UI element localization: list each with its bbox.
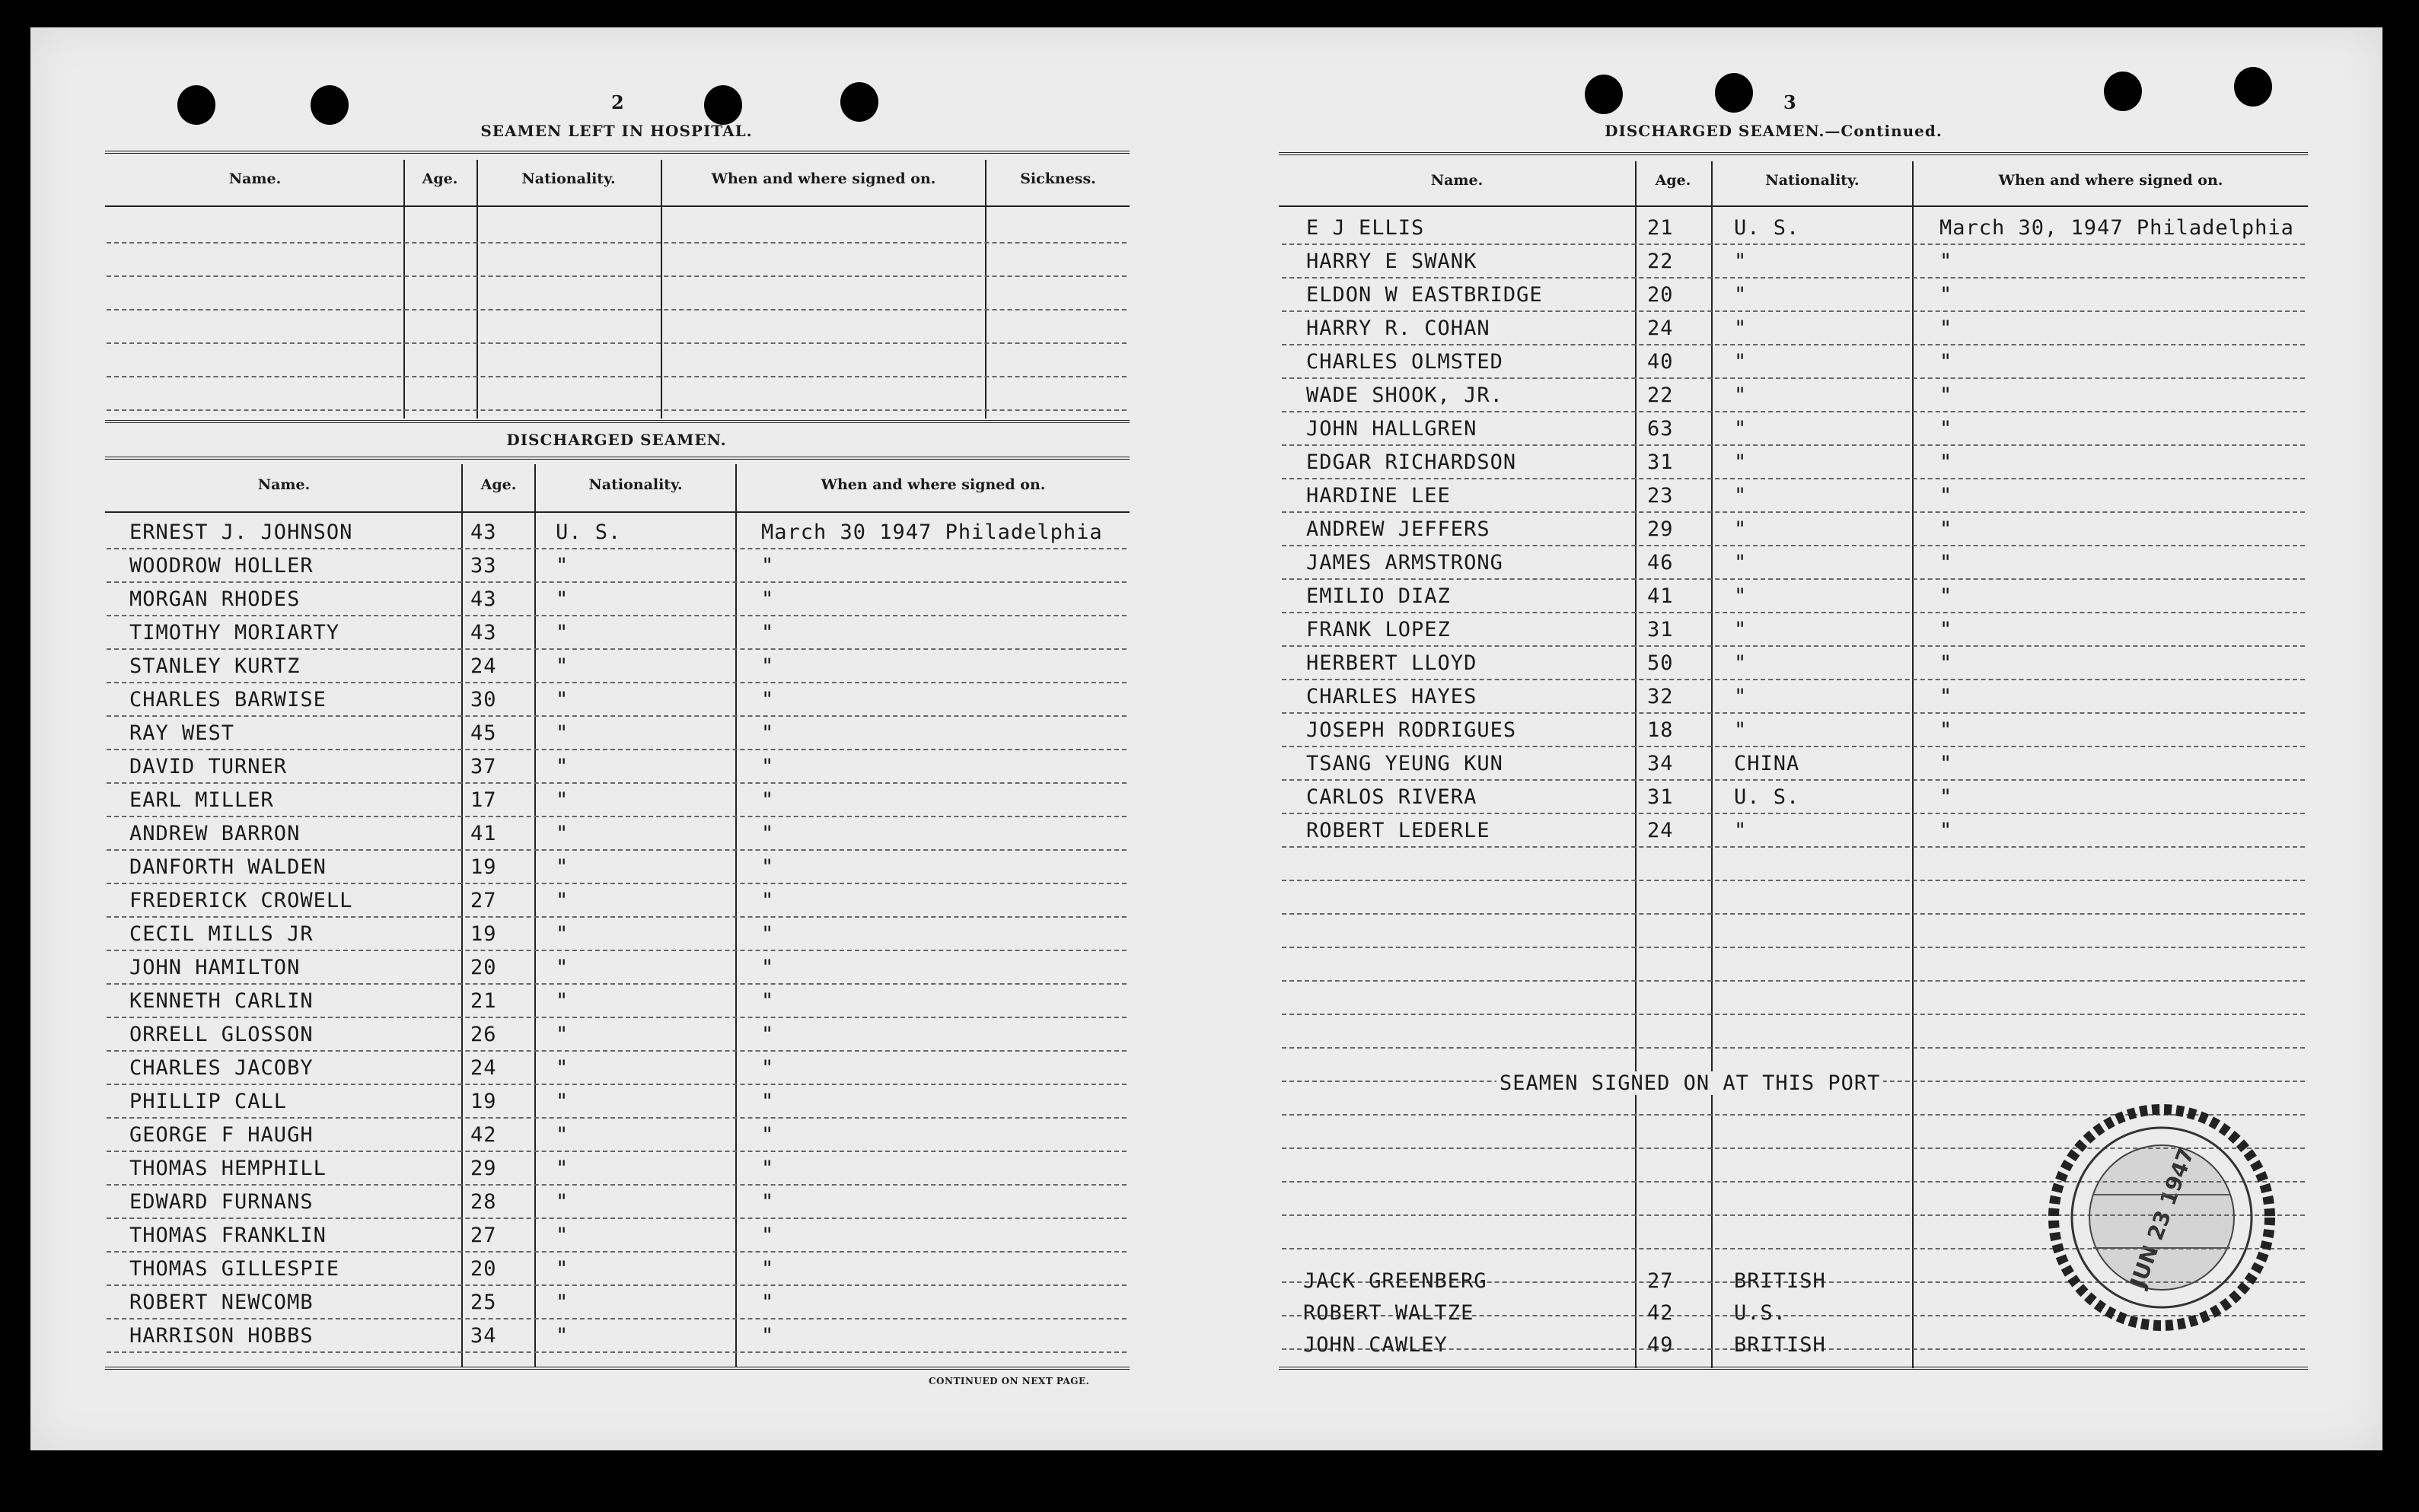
ruled-line	[107, 1050, 1127, 1052]
seaman-age: 43	[470, 520, 497, 544]
seaman-nationality: "	[556, 1324, 569, 1348]
punch-hole	[704, 85, 742, 125]
seaman-name: ROBERT NEWCOMB	[129, 1291, 314, 1314]
ruled-line	[107, 749, 1127, 750]
document-sheet	[30, 27, 2382, 1450]
seaman-nationality: "	[556, 1291, 569, 1314]
seaman-age: 24	[1647, 317, 1674, 340]
seaman-age: 21	[1647, 216, 1674, 240]
seaman-age: 27	[470, 889, 497, 912]
seaman-nationality: "	[1734, 450, 1748, 474]
page-number-right: 3	[1783, 91, 1796, 113]
seaman-age: 17	[470, 788, 497, 812]
seaman-signed-on: "	[761, 956, 775, 979]
seaman-age: 20	[470, 1257, 497, 1281]
hospital-header-age: Age.	[422, 170, 458, 187]
ruled-line	[107, 782, 1127, 784]
ruled-line	[1282, 746, 2305, 747]
seaman-age: 32	[1647, 685, 1674, 708]
ruled-line	[107, 849, 1127, 851]
seaman-age: 45	[470, 721, 497, 745]
ruled-line	[1282, 411, 2305, 412]
seaman-name: PHILLIP CALL	[129, 1090, 288, 1113]
seaman-signed-on: "	[1939, 384, 1953, 407]
ruled-line	[107, 1017, 1127, 1018]
seaman-signed-on: "	[761, 1224, 775, 1247]
page-number-left: 2	[611, 91, 624, 113]
seaman-age: 19	[470, 922, 497, 946]
seaman-name: CHARLES JACOBY	[129, 1056, 314, 1080]
seaman-signed-on: "	[761, 1157, 775, 1180]
signed-on-age: 42	[1647, 1301, 1674, 1325]
ruled-line	[1282, 612, 2305, 613]
seaman-nationality: U. S.	[556, 520, 622, 544]
seaman-age: 24	[470, 654, 497, 678]
seaman-age: 26	[470, 1023, 497, 1046]
seaman-name: HARRY R. COHAN	[1306, 317, 1490, 340]
seaman-age: 22	[1647, 384, 1674, 407]
seaman-nationality: CHINA	[1734, 752, 1800, 775]
seaman-nationality: "	[556, 654, 569, 678]
ruled-line	[107, 1117, 1127, 1119]
seaman-name: TSANG YEUNG KUN	[1306, 752, 1503, 775]
table-rule	[1279, 205, 2308, 207]
seaman-nationality: "	[556, 688, 569, 711]
ruled-line	[107, 342, 1127, 344]
stamp-date: JUN 23 1947	[2124, 1144, 2199, 1291]
seaman-name: THOMAS GILLESPIE	[129, 1257, 340, 1281]
continued-note: CONTINUED ON NEXT PAGE.	[929, 1376, 1090, 1386]
seaman-age: 31	[1647, 450, 1674, 474]
seaman-name: ROBERT LEDERLE	[1306, 819, 1490, 842]
seaman-age: 25	[470, 1291, 497, 1314]
seaman-name: WADE SHOOK, JR.	[1306, 384, 1503, 407]
ruled-line	[107, 409, 1127, 411]
seaman-name: EDWARD FURNANS	[129, 1190, 314, 1214]
seaman-name: WOODROW HOLLER	[129, 554, 314, 578]
seaman-nationality: "	[1734, 584, 1748, 608]
seaman-name: E J ELLIS	[1306, 216, 1425, 240]
seaman-age: 40	[1647, 350, 1674, 374]
punch-hole	[1715, 73, 1753, 113]
seaman-age: 46	[1647, 551, 1674, 575]
ruled-line	[107, 883, 1127, 884]
seaman-age: 28	[470, 1190, 497, 1214]
seaman-age: 43	[470, 587, 497, 611]
seaman-nationality: "	[556, 721, 569, 745]
seaman-signed-on: "	[1939, 685, 1953, 708]
seaman-name: MORGAN RHODES	[129, 587, 301, 611]
seaman-age: 37	[470, 755, 497, 778]
ruled-line	[1282, 645, 2305, 647]
seaman-name: THOMAS FRANKLIN	[129, 1224, 327, 1247]
ruled-line	[1282, 779, 2305, 781]
table-rule	[1279, 152, 2308, 155]
seaman-nationality: "	[556, 956, 569, 979]
column-divider	[461, 464, 463, 1367]
column-divider	[1635, 161, 1637, 1368]
seaman-signed-on: March 30 1947 Philadelphia	[761, 520, 1103, 544]
seaman-nationality: U. S.	[1734, 216, 1800, 240]
seaman-age: 29	[470, 1157, 497, 1180]
seaman-nationality: "	[556, 1023, 569, 1046]
ruled-line	[107, 1151, 1127, 1152]
seaman-signed-on: "	[761, 1023, 775, 1046]
column-divider	[1711, 161, 1713, 1368]
ruled-line	[1282, 679, 2305, 680]
discharged-continued-title: DISCHARGED SEAMEN.—Continued.	[1605, 122, 1943, 140]
table-rule	[105, 1367, 1130, 1370]
seaman-nationality: "	[1734, 685, 1748, 708]
ruled-line	[1282, 913, 2305, 915]
seaman-age: 31	[1647, 618, 1674, 641]
table-rule	[105, 151, 1130, 154]
seaman-age: 19	[470, 855, 497, 879]
seaman-nationality: "	[556, 922, 569, 946]
seaman-signed-on: "	[1939, 350, 1953, 374]
seaman-age: 23	[1647, 484, 1674, 508]
seaman-signed-on: "	[1939, 484, 1953, 508]
signed-on-name: JOHN CAWLEY	[1303, 1333, 1448, 1357]
seaman-nationality: U. S.	[1734, 785, 1800, 809]
ruled-line	[107, 275, 1127, 277]
discharged-section-title: DISCHARGED SEAMEN.	[506, 431, 727, 449]
seaman-signed-on: "	[761, 554, 775, 578]
table-rule	[105, 205, 1130, 207]
table-rule	[105, 511, 1130, 513]
column-divider	[534, 464, 536, 1367]
ruled-line	[107, 242, 1127, 244]
seaman-name: STANLEY KURTZ	[129, 654, 301, 678]
seaman-age: 22	[1647, 250, 1674, 273]
seaman-name: JOHN HAMILTON	[129, 956, 301, 979]
seaman-age: 18	[1647, 718, 1674, 742]
seaman-signed-on: "	[761, 1257, 775, 1281]
ruled-line	[1282, 880, 2305, 881]
seaman-name: HARRISON HOBBS	[129, 1324, 314, 1348]
seaman-age: 43	[470, 621, 497, 645]
punch-hole	[840, 82, 878, 122]
ruled-line	[1282, 980, 2305, 982]
seaman-age: 34	[470, 1324, 497, 1348]
seaman-signed-on: "	[1939, 752, 1953, 775]
seaman-name: JOSEPH RODRIGUES	[1306, 718, 1517, 742]
seaman-age: 41	[470, 822, 497, 845]
seaman-signed-on: "	[761, 755, 775, 778]
seaman-nationality: "	[556, 1123, 569, 1147]
ruled-line	[1282, 444, 2305, 446]
seaman-signed-on: "	[761, 822, 775, 845]
ruled-line	[1282, 344, 2305, 345]
seaman-name: FRANK LOPEZ	[1306, 618, 1451, 641]
seaman-signed-on: "	[761, 1324, 775, 1348]
seaman-name: ELDON W EASTBRIDGE	[1306, 283, 1543, 307]
punch-hole	[311, 85, 349, 125]
seaman-signed-on: "	[1939, 551, 1953, 575]
seaman-age: 24	[1647, 819, 1674, 842]
seaman-nationality: "	[1734, 250, 1748, 273]
right-header-nationality: Nationality.	[1765, 172, 1860, 189]
seaman-nationality: "	[1734, 718, 1748, 742]
seaman-signed-on: "	[761, 1056, 775, 1080]
punch-hole	[177, 85, 215, 125]
right-header-name: Name.	[1430, 172, 1484, 189]
seaman-nationality: "	[1734, 484, 1748, 508]
ruled-line	[107, 1284, 1127, 1286]
seaman-signed-on: "	[761, 1190, 775, 1214]
seaman-age: 50	[1647, 651, 1674, 675]
seaman-signed-on: "	[1939, 718, 1953, 742]
seaman-name: ERNEST J. JOHNSON	[129, 520, 353, 544]
seaman-signed-on: "	[761, 1123, 775, 1147]
ruled-line	[1282, 1047, 2305, 1049]
seaman-age: 20	[470, 956, 497, 979]
seaman-nationality: "	[1734, 417, 1748, 441]
punch-hole	[1585, 75, 1623, 114]
ruled-line	[107, 682, 1127, 683]
hospital-header-name: Name.	[228, 170, 282, 187]
seaman-name: EDGAR RICHARDSON	[1306, 450, 1517, 474]
seaman-signed-on: "	[1939, 651, 1953, 675]
seaman-name: EMILIO DIAZ	[1306, 584, 1451, 608]
signed-on-nationality: BRITISH	[1734, 1269, 1826, 1293]
seaman-signed-on: "	[761, 855, 775, 879]
seaman-name: DAVID TURNER	[129, 755, 288, 778]
ruled-line	[107, 376, 1127, 377]
column-divider	[661, 160, 662, 419]
seaman-signed-on: "	[1939, 584, 1953, 608]
seaman-nationality: "	[1734, 317, 1748, 340]
seaman-age: 19	[470, 1090, 497, 1113]
seaman-signed-on: "	[1939, 785, 1953, 809]
ruled-line	[1282, 545, 2305, 546]
seaman-nationality: "	[556, 822, 569, 845]
seaman-name: HARDINE LEE	[1306, 484, 1451, 508]
signed-on-section-title: SEAMEN SIGNED ON AT THIS PORT	[1496, 1071, 1883, 1095]
seaman-nationality: "	[556, 855, 569, 879]
ruled-line	[107, 581, 1127, 583]
seaman-nationality: "	[556, 554, 569, 578]
right-header-age: Age.	[1655, 172, 1691, 189]
ruled-line	[107, 983, 1127, 985]
seaman-nationality: "	[1734, 350, 1748, 374]
seaman-nationality: "	[556, 1224, 569, 1247]
signed-on-nationality: BRITISH	[1734, 1333, 1826, 1357]
seaman-name: CECIL MILLS JR	[129, 922, 314, 946]
hospital-header-sickness: Sickness.	[1020, 170, 1096, 187]
seaman-name: TIMOTHY MORIARTY	[129, 621, 340, 645]
punch-hole	[2234, 67, 2272, 107]
seaman-nationality: "	[556, 889, 569, 912]
seaman-signed-on: "	[761, 1090, 775, 1113]
signed-on-name: ROBERT WALTZE	[1303, 1301, 1474, 1325]
seaman-age: 30	[470, 688, 497, 711]
ruled-line	[107, 648, 1127, 650]
ruled-line	[107, 1351, 1127, 1353]
ruled-line	[107, 548, 1127, 549]
seaman-signed-on: "	[1939, 250, 1953, 273]
ruled-line	[107, 1184, 1127, 1186]
seaman-nationality: "	[1734, 517, 1748, 541]
discharged-header-name: Name.	[257, 476, 311, 493]
seaman-signed-on: "	[1939, 317, 1953, 340]
seaman-nationality: "	[556, 1056, 569, 1080]
customs-stamp	[2048, 1103, 2276, 1332]
seaman-nationality: "	[556, 1090, 569, 1113]
seaman-name: GEORGE F HAUGH	[129, 1123, 314, 1147]
right-header-signed-on: When and where signed on.	[1998, 172, 2223, 189]
ruled-line	[1282, 244, 2305, 245]
seaman-name: HARRY E SWANK	[1306, 250, 1477, 273]
seaman-name: JOHN HALLGREN	[1306, 417, 1477, 441]
seaman-name: CARLOS RIVERA	[1306, 785, 1477, 809]
column-divider	[1912, 161, 1914, 1368]
seaman-nationality: "	[1734, 551, 1748, 575]
seaman-nationality: "	[1734, 384, 1748, 407]
seaman-age: 20	[1647, 283, 1674, 307]
ruled-line	[107, 615, 1127, 616]
ruled-line	[107, 1251, 1127, 1253]
seaman-age: 41	[1647, 584, 1674, 608]
seaman-signed-on: "	[761, 587, 775, 611]
seaman-nationality: "	[1734, 819, 1748, 842]
seaman-signed-on: "	[761, 889, 775, 912]
seaman-age: 63	[1647, 417, 1674, 441]
ruled-line	[1282, 277, 2305, 279]
column-divider	[476, 160, 478, 419]
hospital-section-title: SEAMEN LEFT IN HOSPITAL.	[480, 122, 753, 140]
seaman-name: CHARLES OLMSTED	[1306, 350, 1503, 374]
seaman-signed-on: "	[1939, 618, 1953, 641]
signed-on-name: JACK GREENBERG	[1303, 1269, 1487, 1293]
hospital-header-nationality: Nationality.	[521, 170, 616, 187]
seaman-nationality: "	[556, 1190, 569, 1214]
seaman-signed-on: "	[1939, 417, 1953, 441]
seaman-signed-on: "	[761, 788, 775, 812]
ruled-line	[1282, 712, 2305, 714]
signed-on-age: 27	[1647, 1269, 1674, 1293]
seaman-signed-on: "	[761, 654, 775, 678]
ruled-line	[1282, 947, 2305, 948]
punch-hole	[2104, 72, 2142, 111]
ruled-line	[1282, 478, 2305, 479]
seaman-signed-on: "	[761, 688, 775, 711]
ruled-line	[107, 1218, 1127, 1219]
seaman-name: DANFORTH WALDEN	[129, 855, 327, 879]
seaman-nationality: "	[556, 1257, 569, 1281]
seaman-name: ORRELL GLOSSON	[129, 1023, 314, 1046]
discharged-header-age: Age.	[480, 476, 517, 493]
seaman-age: 29	[1647, 517, 1674, 541]
signed-on-age: 49	[1647, 1333, 1674, 1357]
seaman-name: FREDERICK CROWELL	[129, 889, 353, 912]
seaman-signed-on: "	[761, 989, 775, 1013]
seaman-nationality: "	[556, 788, 569, 812]
ruled-line	[1282, 511, 2305, 513]
ruled-line	[107, 1318, 1127, 1319]
table-rule	[1279, 1367, 2308, 1370]
seaman-nationality: "	[556, 587, 569, 611]
seaman-age: 33	[470, 554, 497, 578]
seaman-nationality: "	[556, 621, 569, 645]
seaman-age: 42	[470, 1123, 497, 1147]
column-divider	[403, 160, 405, 419]
seaman-nationality: "	[556, 989, 569, 1013]
ruled-line	[107, 309, 1127, 310]
seaman-signed-on: "	[1939, 283, 1953, 307]
ruled-line	[1282, 310, 2305, 312]
seaman-signed-on: "	[761, 922, 775, 946]
seaman-name: EARL MILLER	[129, 788, 274, 812]
seaman-name: ANDREW JEFFERS	[1306, 517, 1490, 541]
seaman-nationality: "	[556, 755, 569, 778]
ruled-line	[1282, 1014, 2305, 1015]
hospital-header-signed-on: When and where signed on.	[711, 170, 936, 187]
ruled-line	[1282, 578, 2305, 580]
seaman-name: CHARLES HAYES	[1306, 685, 1477, 708]
seaman-name: JAMES ARMSTRONG	[1306, 551, 1503, 575]
ruled-line	[1282, 813, 2305, 814]
seaman-nationality: "	[556, 1157, 569, 1180]
table-rule	[105, 457, 1130, 460]
ruled-line	[107, 950, 1127, 951]
seaman-name: THOMAS HEMPHILL	[129, 1157, 327, 1180]
seaman-age: 34	[1647, 752, 1674, 775]
ruled-line	[107, 715, 1127, 717]
ruled-line	[1282, 846, 2305, 848]
ruled-line	[107, 1084, 1127, 1085]
seaman-age: 21	[470, 989, 497, 1013]
seaman-signed-on: "	[761, 621, 775, 645]
seaman-nationality: "	[1734, 283, 1748, 307]
seaman-signed-on: "	[761, 1291, 775, 1314]
ruled-line	[1282, 377, 2305, 379]
seaman-name: HERBERT LLOYD	[1306, 651, 1477, 675]
seaman-signed-on: March 30, 1947 Philadelphia	[1939, 216, 2294, 240]
discharged-header-nationality: Nationality.	[588, 476, 683, 493]
seaman-nationality: "	[1734, 651, 1748, 675]
seaman-age: 31	[1647, 785, 1674, 809]
discharged-header-signed-on: When and where signed on.	[821, 476, 1046, 493]
column-divider	[735, 464, 737, 1367]
ruled-line	[107, 916, 1127, 918]
seaman-signed-on: "	[761, 721, 775, 745]
ruled-line	[107, 816, 1127, 817]
seaman-nationality: "	[1734, 618, 1748, 641]
seaman-age: 27	[470, 1224, 497, 1247]
seaman-signed-on: "	[1939, 517, 1953, 541]
table-rule	[105, 420, 1130, 423]
column-divider	[985, 160, 986, 419]
seaman-name: RAY WEST	[129, 721, 235, 745]
seaman-signed-on: "	[1939, 819, 1953, 842]
signed-on-nationality: U.S.	[1734, 1301, 1787, 1325]
seaman-signed-on: "	[1939, 450, 1953, 474]
seaman-name: CHARLES BARWISE	[129, 688, 327, 711]
seaman-age: 24	[470, 1056, 497, 1080]
seaman-name: KENNETH CARLIN	[129, 989, 314, 1013]
seaman-name: ANDREW BARRON	[129, 822, 301, 845]
